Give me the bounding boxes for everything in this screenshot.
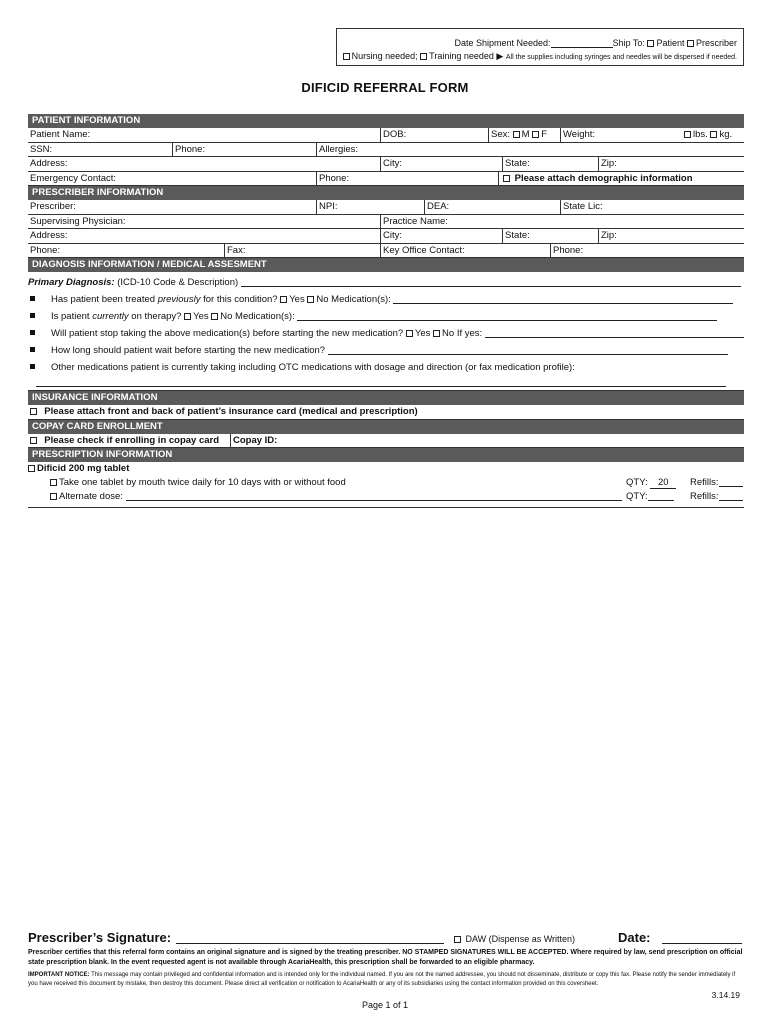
- insurance-attach-option: [28, 405, 744, 419]
- supervising-physician-label: Supervising Physician:: [30, 215, 126, 227]
- prescriber-label: Prescriber:: [30, 201, 76, 212]
- patient-address-field[interactable]: [28, 157, 380, 171]
- q2-text-pre: Is patient: [51, 311, 93, 322]
- insurance-row: [28, 405, 744, 420]
- shipping-line-1: [337, 37, 737, 50]
- primary-diagnosis-line: [28, 275, 744, 292]
- copay-enroll-label: Please check if enrolling in copay card: [44, 434, 220, 446]
- q3-text: Will patient stop taking the above medication(s) before starting the new medication?: [51, 328, 404, 339]
- q1-medications-label: Medication(s):: [331, 294, 391, 305]
- arrow-right-icon: ▶: [496, 51, 504, 61]
- insurance-attach-label: Please attach front and back of patient’s insurance card (medical and prescription): [44, 406, 418, 417]
- prescriber-phone-field[interactable]: [28, 244, 224, 258]
- dob-label: DOB:: [383, 129, 407, 140]
- important-notice: [28, 971, 744, 989]
- rx-product-line: [28, 462, 744, 476]
- form-title: DIFICID REFERRAL FORM: [301, 80, 469, 95]
- q4-field[interactable]: [328, 345, 728, 355]
- nursing-needed-label: Nursing needed;: [351, 51, 418, 61]
- q2-medications-label: Medication(s):: [235, 311, 295, 322]
- practice-name-field[interactable]: [380, 215, 744, 229]
- signature-label: Prescriber’s Signature:: [28, 930, 172, 945]
- weight-unit-options: [682, 128, 744, 142]
- prescriber-address-label: Address:: [30, 230, 68, 241]
- rx-sig1-qty-value[interactable]: 20: [650, 477, 676, 489]
- q1-text-emphasis: previously: [157, 294, 201, 305]
- diagnosis-header: DIAGNOSIS INFORMATION / MEDICAL ASSESMENT: [28, 258, 744, 272]
- prescription-section: [28, 462, 744, 508]
- date-field[interactable]: [662, 943, 742, 944]
- copay-enroll-option: [28, 434, 230, 448]
- state-lic-label: State Lic:: [563, 201, 603, 212]
- demographic-checkbox[interactable]: [503, 175, 510, 182]
- signature-section: [28, 930, 744, 948]
- prescriber-info-header: PRESCRIBER INFORMATION: [28, 186, 744, 200]
- prescriber-state-label: State:: [505, 230, 530, 241]
- patient-row-name: [28, 128, 744, 143]
- question-wait-time: [28, 343, 744, 360]
- patient-zip-field[interactable]: [598, 157, 744, 171]
- prescriber-fax-label: Fax:: [227, 244, 246, 256]
- supplies-note: All the supplies including syringes and needles will be dispersed if needed.: [505, 54, 737, 61]
- q5-text: Other medications patient is currently taking including OTC medications with dosage and direction (or fax medication profile):: [51, 362, 575, 373]
- q1-yes-label: Yes: [289, 294, 305, 305]
- emergency-phone-field[interactable]: [316, 172, 498, 186]
- primary-diagnosis-hint: (ICD-10 Code & Description): [117, 277, 239, 288]
- training-needed-checkbox[interactable]: [420, 53, 427, 60]
- demographic-label: Please attach demographic information: [514, 172, 693, 184]
- daw-label: DAW (Dispense as Written): [465, 934, 576, 944]
- ship-to-prescriber-checkbox[interactable]: [687, 40, 694, 47]
- rx-alt-refills-field[interactable]: [719, 491, 743, 501]
- patient-row-emergency: [28, 172, 744, 187]
- insurance-header: INSURANCE INFORMATION: [28, 391, 744, 405]
- ship-to-label: Ship To:: [612, 38, 645, 48]
- date-label: Date:: [618, 930, 651, 945]
- ssn-field[interactable]: [28, 143, 172, 157]
- patient-info-header: PATIENT INFORMATION: [28, 114, 744, 128]
- q3-no-checkbox[interactable]: [433, 330, 440, 337]
- rx-alt-qty-field[interactable]: [648, 491, 674, 501]
- q1-yes-checkbox[interactable]: [280, 296, 287, 303]
- shipping-line-2: [337, 50, 737, 64]
- q3-no-label: No: [442, 328, 455, 339]
- training-needed-label: Training needed: [429, 51, 494, 61]
- page-number: Page 1 of 1: [361, 1000, 409, 1010]
- prescription-header: PRESCRIPTION INFORMATION: [28, 448, 744, 462]
- kg-checkbox[interactable]: [710, 131, 717, 138]
- shipping-box: [336, 28, 744, 66]
- prescriber-fax-field[interactable]: [224, 244, 380, 258]
- q2-no-checkbox[interactable]: [211, 313, 218, 320]
- dob-field[interactable]: [380, 128, 488, 142]
- q5-answer-line: [36, 377, 726, 387]
- q1-no-label: No: [316, 294, 329, 305]
- q3-if-yes-label: If yes:: [456, 328, 483, 339]
- notice-text: This message may contain privileged and confidential information and is intended only for the individual named. If you are not the named addressee, you should not disseminate, distribute or copy this fax. Please notify the sender immediately if you have received this document by mistake, then destroy this document. Please direct all verification or notification to AcariaHealth or any of its subsidiaries using the contact information provided on this coversheet.: [28, 972, 736, 987]
- patient-state-field[interactable]: [502, 157, 598, 171]
- rx-sig1-line: [28, 476, 744, 490]
- prescriber-row-3: [28, 229, 744, 244]
- prescriber-row-4: [28, 244, 744, 259]
- q1-text-pre: Has patient been treated: [51, 294, 158, 305]
- version-number: 3.14.19: [711, 990, 740, 1000]
- rx-alt-refills: [690, 490, 743, 504]
- patient-zip-label: Zip:: [601, 158, 617, 169]
- q2-no-label: No: [220, 311, 233, 322]
- notice-label: IMPORTANT NOTICE:: [28, 972, 90, 978]
- referral-form: [28, 114, 744, 508]
- sex-f-label: F: [541, 129, 548, 140]
- q4-text: How long should patient wait before starting the new medication?: [51, 345, 326, 356]
- rx-sig1-refills-label: Refills:: [690, 477, 719, 488]
- rx-alt-refills-label: Refills:: [690, 491, 719, 502]
- demographic-option: [498, 172, 744, 186]
- primary-diagnosis-field[interactable]: [241, 277, 741, 287]
- rx-sig1-checkbox[interactable]: [50, 479, 57, 486]
- rx-alt-qty: [626, 490, 674, 504]
- question-current-therapy: [28, 309, 744, 326]
- supervising-physician-field[interactable]: [28, 215, 380, 229]
- question-other-medications: [28, 360, 744, 377]
- npi-field[interactable]: [316, 200, 424, 214]
- question-stop-medication: [28, 326, 744, 343]
- nursing-needed-checkbox[interactable]: [343, 53, 350, 60]
- prescriber-zip-label: Zip:: [601, 230, 617, 241]
- prescriber-address-field[interactable]: [28, 229, 380, 243]
- q1-medications-field[interactable]: [393, 294, 733, 304]
- patient-state-label: State:: [505, 158, 530, 169]
- rx-alt-line: [28, 490, 744, 504]
- key-office-contact-label: Key Office Contact:: [383, 244, 465, 256]
- contact-phone-label: Phone:: [553, 244, 584, 256]
- allergies-field[interactable]: [316, 143, 744, 157]
- q2-yes-label: Yes: [193, 311, 209, 322]
- rx-sig1-refills-field[interactable]: [719, 477, 743, 487]
- rx-product-checkbox[interactable]: [28, 465, 35, 472]
- q2-yes-checkbox[interactable]: [184, 313, 191, 320]
- sex-m-checkbox[interactable]: [513, 131, 520, 138]
- insurance-attach-checkbox[interactable]: [30, 408, 37, 415]
- patient-address-label: Address:: [30, 158, 68, 169]
- weight-label: Weight:: [563, 129, 596, 140]
- q1-no-checkbox[interactable]: [307, 296, 314, 303]
- patient-phone-label: Phone:: [175, 143, 206, 155]
- practice-name-label: Practice Name:: [383, 215, 448, 227]
- patient-name-label: Patient Name:: [30, 129, 91, 140]
- prescriber-zip-field[interactable]: [598, 229, 744, 243]
- q3-yes-label: Yes: [414, 328, 431, 339]
- rx-sig1-label: Take one tablet by mouth twice daily for 10 days with or without food: [59, 477, 346, 488]
- allergies-label: Allergies:: [319, 143, 359, 155]
- weight-field[interactable]: [560, 128, 682, 142]
- date-shipment-needed-label: Date Shipment Needed:: [454, 38, 551, 48]
- rx-sig1-qty-label: QTY:: [626, 477, 648, 488]
- prescriber-state-field[interactable]: [502, 229, 598, 243]
- dea-label: DEA:: [427, 201, 450, 212]
- prescriber-phone-label: Phone:: [30, 244, 61, 256]
- rx-sig1-qty: [626, 476, 676, 490]
- patient-city-field[interactable]: [380, 157, 502, 171]
- npi-label: NPI:: [319, 201, 338, 212]
- emergency-contact-field[interactable]: [28, 172, 316, 186]
- lbs-label: lbs.: [693, 129, 708, 140]
- emergency-contact-label: Emergency Contact:: [30, 172, 117, 184]
- certification-text: Prescriber certifies that this referral form contains an original signature and is signed by the treating prescriber. NO STAMPED SIGNATURES WILL BE ACCEPTED. Where required by law, send prescription on official state prescription blank. In the event requested agent is not available through AcariaHealth, this prescription shall be forwarded to an eligible pharmacy.: [28, 949, 743, 966]
- sex-label: Sex:: [491, 129, 511, 140]
- state-lic-field[interactable]: [560, 200, 744, 214]
- prescriber-city-label: City:: [383, 230, 402, 241]
- prescriber-row-1: [28, 200, 744, 215]
- ship-to-patient-label: Patient: [656, 38, 685, 48]
- ship-to-patient-checkbox[interactable]: [647, 40, 654, 47]
- date-shipment-needed-field[interactable]: [551, 38, 613, 48]
- rx-alt-qty-label: QTY:: [626, 491, 648, 502]
- q2-text-post: on therapy?: [128, 311, 182, 322]
- ship-to-prescriber-label: Prescriber: [695, 38, 737, 48]
- primary-diagnosis-label: Primary Diagnosis:: [28, 277, 115, 288]
- patient-city-label: City:: [383, 158, 402, 169]
- diagnosis-section: [28, 272, 744, 391]
- copay-header: COPAY CARD ENROLLMENT: [28, 420, 744, 434]
- q2-medications-field[interactable]: [297, 311, 717, 321]
- key-office-contact-field[interactable]: [380, 244, 550, 258]
- prescriber-city-field[interactable]: [380, 229, 502, 243]
- daw-checkbox[interactable]: [454, 936, 461, 943]
- daw-option: [454, 934, 575, 944]
- q1-text-post: for this condition?: [200, 294, 278, 305]
- prescriber-row-2: [28, 215, 744, 230]
- kg-label: kg.: [719, 129, 733, 140]
- rx-alt-field[interactable]: [126, 491, 622, 501]
- lbs-checkbox[interactable]: [684, 131, 691, 138]
- sex-m-label: M: [521, 129, 530, 140]
- rx-sig1-refills: [690, 476, 743, 490]
- sex-field: [488, 128, 560, 142]
- q2-text-emphasis: currently: [92, 311, 129, 322]
- signature-field[interactable]: [176, 943, 444, 944]
- question-previous-treatment: [28, 292, 744, 309]
- prescriber-field[interactable]: [28, 200, 316, 214]
- patient-name-field[interactable]: [28, 128, 380, 142]
- copay-id-field[interactable]: [230, 434, 744, 448]
- copay-id-label: Copay ID:: [233, 434, 278, 446]
- rx-alt-checkbox[interactable]: [50, 493, 57, 500]
- patient-row-address: [28, 157, 744, 172]
- sex-f-checkbox[interactable]: [532, 131, 539, 138]
- copay-enroll-checkbox[interactable]: [30, 437, 37, 444]
- patient-phone-field[interactable]: [172, 143, 316, 157]
- q3-if-yes-field[interactable]: [485, 328, 744, 338]
- contact-phone-field[interactable]: [550, 244, 744, 258]
- rx-product-label: Dificid 200 mg tablet: [37, 463, 130, 474]
- emergency-phone-label: Phone:: [319, 172, 350, 184]
- q5-answer-field[interactable]: [28, 377, 744, 391]
- ssn-label: SSN:: [30, 143, 53, 155]
- dea-field[interactable]: [424, 200, 560, 214]
- copay-row: [28, 434, 744, 449]
- q3-yes-checkbox[interactable]: [406, 330, 413, 337]
- patient-row-ssn: [28, 143, 744, 158]
- rx-alt-label: Alternate dose:: [59, 491, 123, 502]
